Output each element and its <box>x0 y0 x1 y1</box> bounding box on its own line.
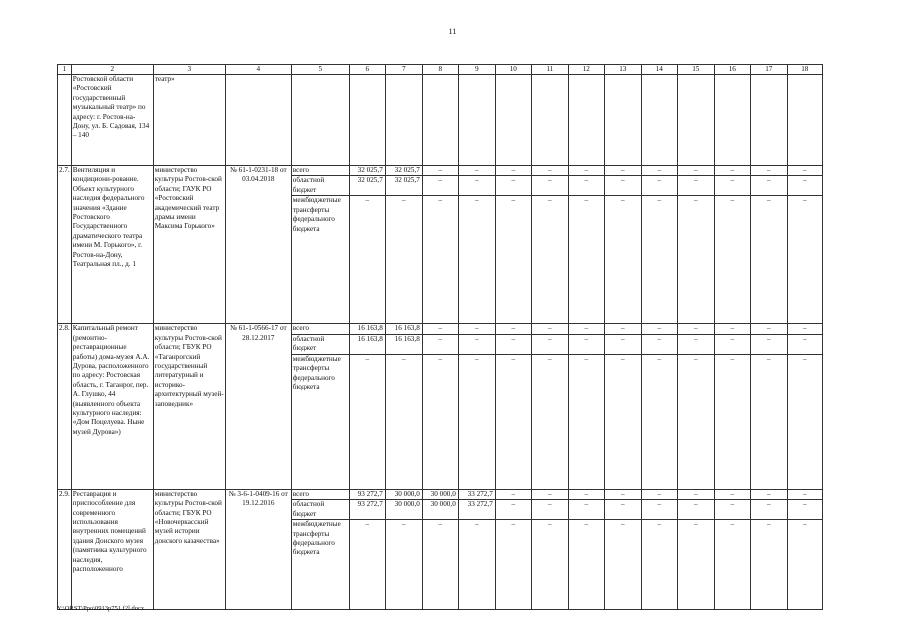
value-cell: 16 163,8 <box>385 324 422 334</box>
value-cell: – <box>531 489 568 499</box>
value-cell: – <box>495 176 531 196</box>
organization: министерство культуры Ростов-ской области; ГБУК РО «Таганрогский государственный литературный и историко-архитектурный музей-заповедник» <box>153 324 225 489</box>
value-cell: 32 025,7 <box>349 166 385 176</box>
empty-cell <box>714 75 750 166</box>
empty-cell <box>641 75 677 166</box>
object-name: Ростовской области «Ростовский государственный музыкальный театр» по адресу: г. Ростов-на-Дону, ул. Б. Садовая, 134 – 140 <box>71 75 153 166</box>
value-cell: – <box>750 334 787 354</box>
row-num <box>58 75 72 166</box>
value-cell: – <box>495 324 531 334</box>
value-cell: – <box>677 354 714 489</box>
value-cell: – <box>604 166 641 176</box>
table-row <box>58 489 823 499</box>
value-cell: – <box>604 324 641 334</box>
funding-source: областной бюджет <box>291 176 349 196</box>
value-cell: – <box>531 176 568 196</box>
value-cell: – <box>750 176 787 196</box>
value-cell: – <box>677 489 714 499</box>
empty-cell <box>750 75 787 166</box>
funding-source: межбюджетные трансферты федерального бюджета <box>291 196 349 324</box>
value-cell: – <box>531 196 568 324</box>
document-number: № 61-1-0566-17 от 28.12.2017 <box>225 324 291 489</box>
column-header: 17 <box>750 65 787 75</box>
value-cell: – <box>787 176 822 196</box>
funding-source: областной бюджет <box>291 500 349 520</box>
value-cell: – <box>568 500 604 520</box>
file-path-footer: Y:\ORST\Ppo\0913p751.f2l.docx <box>57 605 145 612</box>
value-cell: – <box>495 489 531 499</box>
value-cell: – <box>641 500 677 520</box>
value-cell: – <box>714 166 750 176</box>
value-cell: – <box>787 166 822 176</box>
value-cell: – <box>568 489 604 499</box>
value-cell: – <box>714 324 750 334</box>
value-cell: 16 163,8 <box>349 324 385 334</box>
value-cell: – <box>495 500 531 520</box>
value-cell: – <box>641 324 677 334</box>
value-cell: – <box>787 520 822 610</box>
value-cell: 33 272,7 <box>458 500 495 520</box>
budget-table <box>57 64 823 610</box>
value-cell: – <box>568 354 604 489</box>
organization: министерство культуры Ростов-ской области; ГАУК РО «Ростовский академический театр драмы имени Максима Горького» <box>153 166 225 324</box>
value-cell: – <box>385 196 422 324</box>
row-num: 2.7. <box>58 166 72 324</box>
value-cell: – <box>677 500 714 520</box>
column-header: 11 <box>531 65 568 75</box>
column-header: 15 <box>677 65 714 75</box>
value-cell: – <box>677 176 714 196</box>
continuation-row <box>58 75 823 166</box>
value-cell: – <box>349 520 385 610</box>
value-cell: – <box>531 334 568 354</box>
value-cell: – <box>604 334 641 354</box>
value-cell: – <box>495 196 531 324</box>
empty-cell <box>349 75 385 166</box>
value-cell: – <box>422 176 458 196</box>
value-cell: 16 163,8 <box>385 334 422 354</box>
value-cell: – <box>604 196 641 324</box>
value-cell: – <box>641 489 677 499</box>
object-name: Капитальный ремонт (ремонтно-реставрационные работы) дома-музея А.А. Дурова, расположенного по адресу: Ростовская область, г. Таганрог, пер. А. Глушко, 44 (выявленного объекта культурного наследия: «Дом Поцелуева. Ныне музей Дурова») <box>71 324 153 489</box>
value-cell: 16 163,8 <box>349 334 385 354</box>
column-header: 2 <box>71 65 153 75</box>
value-cell: – <box>714 354 750 489</box>
funding-source: межбюджетные трансферты федерального бюджета <box>291 354 349 489</box>
value-cell: – <box>531 166 568 176</box>
value-cell: – <box>568 520 604 610</box>
column-header: 9 <box>458 65 495 75</box>
value-cell: – <box>495 166 531 176</box>
column-header: 12 <box>568 65 604 75</box>
value-cell: – <box>422 166 458 176</box>
object-name: Вентиляция и кондициони-рование. Объект культурного наследия федерального значения «Здание Ростовского Государственного драматического театра имени М. Горького», г. Ростов-на-Дону, Театральная пл., д. 1 <box>71 166 153 324</box>
value-cell: – <box>714 500 750 520</box>
object-name: Реставрация и приспособление для современного использования внутренних помещений здания Донского музея (памятника культурного наследия, расположенного <box>71 489 153 609</box>
value-cell: – <box>458 334 495 354</box>
value-cell: – <box>641 176 677 196</box>
value-cell: – <box>349 196 385 324</box>
funding-source: областной бюджет <box>291 334 349 354</box>
value-cell: – <box>714 196 750 324</box>
column-header: 16 <box>714 65 750 75</box>
column-header: 14 <box>641 65 677 75</box>
value-cell: – <box>531 324 568 334</box>
value-cell: – <box>677 324 714 334</box>
value-cell: – <box>385 520 422 610</box>
value-cell: – <box>714 176 750 196</box>
value-cell: – <box>787 489 822 499</box>
value-cell: – <box>568 196 604 324</box>
value-cell: – <box>531 500 568 520</box>
funding-source: всего <box>291 166 349 176</box>
value-cell: – <box>677 166 714 176</box>
funding-source: межбюджетные трансферты федерального бюджета <box>291 520 349 610</box>
column-header: 13 <box>604 65 641 75</box>
value-cell: – <box>714 520 750 610</box>
value-cell: – <box>385 354 422 489</box>
funding-source: всего <box>291 324 349 334</box>
value-cell: 93 272,7 <box>349 500 385 520</box>
value-cell: 30 000,0 <box>385 489 422 499</box>
value-cell: – <box>787 196 822 324</box>
value-cell: 33 272,7 <box>458 489 495 499</box>
value-cell: – <box>750 489 787 499</box>
value-cell: – <box>641 166 677 176</box>
value-cell: 30 000,0 <box>422 489 458 499</box>
empty-cell <box>458 75 495 166</box>
empty-cell <box>291 75 349 166</box>
empty-cell <box>531 75 568 166</box>
value-cell: 30 000,0 <box>385 500 422 520</box>
value-cell: – <box>422 520 458 610</box>
value-cell: 93 272,7 <box>349 489 385 499</box>
value-cell: – <box>422 334 458 354</box>
value-cell: – <box>604 176 641 196</box>
value-cell: – <box>677 334 714 354</box>
value-cell: 32 025,7 <box>385 176 422 196</box>
column-header: 3 <box>153 65 225 75</box>
value-cell: – <box>604 354 641 489</box>
column-header: 18 <box>787 65 822 75</box>
page-number: 11 <box>448 27 457 36</box>
value-cell: – <box>677 520 714 610</box>
row-num: 2.9. <box>58 489 72 609</box>
value-cell: – <box>787 324 822 334</box>
value-cell: – <box>568 166 604 176</box>
table-row <box>58 166 823 176</box>
funding-source: всего <box>291 489 349 499</box>
column-header: 6 <box>349 65 385 75</box>
value-cell: – <box>750 500 787 520</box>
value-cell: – <box>531 520 568 610</box>
value-cell: – <box>568 334 604 354</box>
document-number: № 61-1-0231-18 от 03.04.2018 <box>225 166 291 324</box>
column-header: 7 <box>385 65 422 75</box>
document-number: № 3-6-1-0409-16 от 19.12.2016 <box>225 489 291 609</box>
value-cell: – <box>641 196 677 324</box>
value-cell: – <box>604 520 641 610</box>
empty-cell <box>225 75 291 166</box>
organization: театр» <box>153 75 225 166</box>
value-cell: – <box>495 520 531 610</box>
empty-cell <box>677 75 714 166</box>
column-header: 10 <box>495 65 531 75</box>
value-cell: – <box>458 354 495 489</box>
value-cell: – <box>604 489 641 499</box>
value-cell: – <box>641 334 677 354</box>
value-cell: – <box>568 324 604 334</box>
value-cell: – <box>495 334 531 354</box>
value-cell: – <box>604 500 641 520</box>
column-header: 8 <box>422 65 458 75</box>
empty-cell <box>495 75 531 166</box>
value-cell: – <box>787 500 822 520</box>
value-cell: – <box>422 324 458 334</box>
value-cell: – <box>750 166 787 176</box>
value-cell: – <box>787 334 822 354</box>
column-header: 5 <box>291 65 349 75</box>
value-cell: – <box>714 489 750 499</box>
value-cell: – <box>750 354 787 489</box>
value-cell: – <box>531 354 568 489</box>
value-cell: 32 025,7 <box>385 166 422 176</box>
empty-cell <box>787 75 822 166</box>
value-cell: – <box>422 354 458 489</box>
value-cell: – <box>750 196 787 324</box>
value-cell: – <box>677 196 714 324</box>
column-header: 1 <box>58 65 72 75</box>
empty-cell <box>385 75 422 166</box>
empty-cell <box>604 75 641 166</box>
value-cell: – <box>750 324 787 334</box>
value-cell: – <box>458 176 495 196</box>
header-row <box>58 65 823 75</box>
value-cell: – <box>458 166 495 176</box>
value-cell: – <box>458 520 495 610</box>
value-cell: – <box>422 196 458 324</box>
organization: министерство культуры Ростов-ской области; ГБУК РО «Новочеркасский музей истории донского казачества» <box>153 489 225 609</box>
value-cell: – <box>641 520 677 610</box>
value-cell: – <box>787 354 822 489</box>
row-num: 2.8. <box>58 324 72 489</box>
value-cell: 30 000,0 <box>422 500 458 520</box>
value-cell: 32 025,7 <box>349 176 385 196</box>
value-cell: – <box>349 354 385 489</box>
empty-cell <box>568 75 604 166</box>
value-cell: – <box>750 520 787 610</box>
value-cell: – <box>495 354 531 489</box>
value-cell: – <box>714 334 750 354</box>
column-header: 4 <box>225 65 291 75</box>
value-cell: – <box>458 324 495 334</box>
value-cell: – <box>641 354 677 489</box>
empty-cell <box>422 75 458 166</box>
value-cell: – <box>458 196 495 324</box>
table-row <box>58 324 823 334</box>
value-cell: – <box>568 176 604 196</box>
